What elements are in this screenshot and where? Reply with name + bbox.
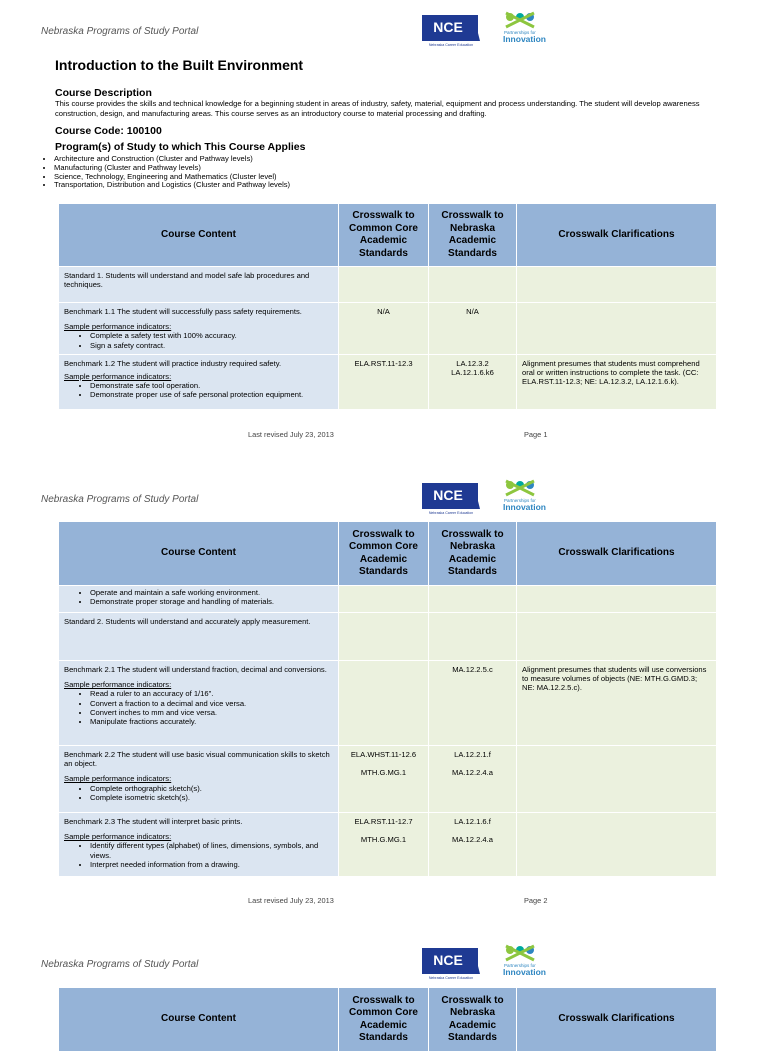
table-row xyxy=(59,303,717,355)
description-heading: Course Description xyxy=(55,87,152,99)
indicator-item: • Operate and maintain a safe working environment. xyxy=(90,588,333,597)
standard-1: Standard 1. Students will understand and model safe lab procedures and techniques. xyxy=(59,267,339,303)
ne-values xyxy=(429,746,517,813)
indicators-label: Sample performance indicators: xyxy=(64,832,172,842)
nce-logo-caption: Nebraska Career Education xyxy=(428,43,474,47)
footer-page: Page 2 xyxy=(524,896,548,905)
partnerships-logo-main: Innovation xyxy=(503,967,546,977)
ne-value: MA.12.2.4.a xyxy=(452,835,493,845)
ne-value: LA.12.3.2 xyxy=(456,358,489,368)
ne-value: MA.12.2.5.c xyxy=(429,661,517,746)
ne-value: N/A xyxy=(429,303,517,355)
portal-title: Nebraska Programs of Study Portal xyxy=(41,26,199,37)
table-row xyxy=(59,661,717,746)
partnerships-logo xyxy=(500,942,556,980)
indicator-item: • Read a ruler to an accuracy of 1/16". xyxy=(90,689,333,698)
indicators-label: Sample performance indicators: xyxy=(64,322,172,332)
table-row xyxy=(59,746,717,813)
table-row xyxy=(59,813,717,877)
indicator-item: • Demonstrate proper storage and handling of materials. xyxy=(90,597,333,606)
partnerships-logo-main: Innovation xyxy=(503,502,546,512)
footer-page: Page 1 xyxy=(524,430,548,439)
cc-value: MTH.G.MG.1 xyxy=(360,768,407,778)
course-code: Course Code: 100100 xyxy=(55,125,162,137)
partnerships-logo-top: Partnerships for xyxy=(504,30,536,35)
nce-logo xyxy=(418,13,484,47)
indicators-label: Sample performance indicators: xyxy=(64,372,172,382)
cc-value: ELA.RST.11-12.3 xyxy=(339,354,429,409)
indicator-item: • Interpret needed information from a drawing. xyxy=(90,860,333,869)
header-clarifications: Crosswalk Clarifications xyxy=(517,988,717,1052)
indicator-item: • Complete a safety test with 100% accuracy. xyxy=(90,331,333,340)
benchmark-2-1 xyxy=(59,661,339,746)
cc-value: N/A xyxy=(339,303,429,355)
cc-value: MTH.G.MG.1 xyxy=(360,835,407,845)
partnerships-logo xyxy=(500,9,556,47)
table-row xyxy=(59,267,717,303)
ne-value: LA.12.1.6.k6 xyxy=(451,368,494,378)
benchmark-1-2 xyxy=(59,354,339,409)
nce-logo-text: NCE xyxy=(433,487,463,503)
indicator-item: • Complete orthographic sketch(s). xyxy=(90,784,333,793)
nce-logo xyxy=(418,946,484,980)
cc-values xyxy=(339,746,429,813)
program-item: • Manufacturing (Cluster and Pathway levels) xyxy=(54,164,290,173)
benchmark-text: Benchmark 2.2 The student will use basic visual communication skills to sketch an object. xyxy=(64,750,330,769)
indicator-item: • Convert a fraction to a decimal and vice versa. xyxy=(90,699,333,708)
partnerships-logo xyxy=(500,477,556,515)
benchmark-text: Benchmark 2.1 The student will understand fraction, decimal and conversions. xyxy=(64,665,327,674)
nce-logo-caption: Nebraska Career Education xyxy=(428,511,474,515)
ne-value: MA.12.2.4.a xyxy=(452,768,493,778)
footer-date: Last revised July 23, 2013 xyxy=(248,896,334,905)
benchmark-2-2 xyxy=(59,746,339,813)
benchmark-2-3 xyxy=(59,813,339,877)
cc-values xyxy=(339,813,429,877)
benchmark-1-1 xyxy=(59,303,339,355)
header-nebraska: Crosswalk to Nebraska Academic Standards xyxy=(429,522,517,586)
partnerships-logo-top: Partnerships for xyxy=(504,498,536,503)
indicator-item: • Demonstrate proper use of safe personal protection equipment. xyxy=(90,390,333,399)
cc-value: ELA.WHST.11-12.6 xyxy=(350,750,417,759)
indicator-item: • Manipulate fractions accurately. xyxy=(90,717,333,726)
course-description: This course provides the skills and technical knowledge for a beginning student in areas of industry, safety, material, equipment and process understanding. The student will develop awareness construction, design, and manufacturing areas. This course serves as an introductory course to material processing and drafting. xyxy=(55,99,700,118)
benchmark-text: Benchmark 1.1 The student will successfully pass safety requirements. xyxy=(64,307,302,316)
programs-heading: Program(s) of Study to which This Course Applies xyxy=(55,141,306,153)
indicator-item: • Complete isometric sketch(s). xyxy=(90,793,333,802)
footer-date: Last revised July 23, 2013 xyxy=(248,430,334,439)
program-item: • Transportation, Distribution and Logistics (Cluster and Pathway levels) xyxy=(54,181,290,190)
indicators-label: Sample performance indicators: xyxy=(64,774,172,784)
ne-value: LA.12.1.6.f xyxy=(454,817,491,826)
benchmark-text: Benchmark 1.2 The student will practice industry required safety. xyxy=(64,358,282,368)
crosswalk-table-page-1 xyxy=(58,203,717,410)
cc-value: ELA.RST.11-12.7 xyxy=(354,817,413,826)
continued-indicators xyxy=(59,586,339,613)
header-clarifications: Crosswalk Clarifications xyxy=(517,522,717,586)
header-nebraska: Crosswalk to Nebraska Academic Standards xyxy=(429,988,517,1052)
indicator-item: • Sign a safety contract. xyxy=(90,341,333,350)
portal-title: Nebraska Programs of Study Portal xyxy=(41,959,199,970)
ne-values xyxy=(429,813,517,877)
indicator-item: • Convert inches to mm and vice versa. xyxy=(90,708,333,717)
header-course-content: Course Content xyxy=(59,988,339,1052)
crosswalk-table-page-2 xyxy=(58,521,717,877)
standard-2: Standard 2. Students will understand and accurately apply measurement. xyxy=(59,613,339,661)
program-item: • Science, Technology, Engineering and Mathematics (Cluster level) xyxy=(54,173,290,182)
partnerships-logo-main: Innovation xyxy=(503,34,546,44)
course-title: Introduction to the Built Environment xyxy=(55,57,304,73)
clarification: Alignment presumes that students will use conversions to measure volumes of objects (NE: MTH.G.GMD.3; NE: MA.12.2.5.c). xyxy=(517,661,717,746)
programs-list xyxy=(40,155,290,190)
nce-logo xyxy=(418,481,484,515)
benchmark-text: Benchmark 2.3 The student will interpret basic prints. xyxy=(64,817,243,826)
nce-logo-text: NCE xyxy=(433,952,463,968)
header-common-core: Crosswalk to Common Core Academic Standards xyxy=(339,988,429,1052)
clarification: Alignment presumes that students must comprehend oral or written instructions to complete the task. (CC: ELA.RST.11-12.3; NE: LA.12.3.2, LA.12.1.6.k). xyxy=(517,354,717,409)
table-row xyxy=(59,354,717,409)
nce-logo-text: NCE xyxy=(433,19,463,35)
partnerships-logo-top: Partnerships for xyxy=(504,963,536,968)
header-common-core: Crosswalk to Common Core Academic Standards xyxy=(339,204,429,267)
indicator-item: • Identify different types (alphabet) of lines, dimensions, symbols, and views. xyxy=(90,841,333,859)
nce-logo-caption: Nebraska Career Education xyxy=(428,976,474,980)
page-3 xyxy=(0,932,768,1043)
table-row xyxy=(59,613,717,661)
header-course-content: Course Content xyxy=(59,522,339,586)
indicator-item: • Demonstrate safe tool operation. xyxy=(90,381,333,390)
header-nebraska: Crosswalk to Nebraska Academic Standards xyxy=(429,204,517,267)
crosswalk-table-page-3 xyxy=(58,987,717,1052)
header-clarifications: Crosswalk Clarifications xyxy=(517,204,717,267)
portal-title: Nebraska Programs of Study Portal xyxy=(41,494,199,505)
header-course-content: Course Content xyxy=(59,204,339,267)
indicators-label: Sample performance indicators: xyxy=(64,680,172,690)
program-item: • Architecture and Construction (Cluster and Pathway levels) xyxy=(54,155,290,164)
ne-values xyxy=(429,354,517,409)
header-common-core: Crosswalk to Common Core Academic Standards xyxy=(339,522,429,586)
table-row xyxy=(59,586,717,613)
ne-value: LA.12.2.1.f xyxy=(454,750,491,759)
